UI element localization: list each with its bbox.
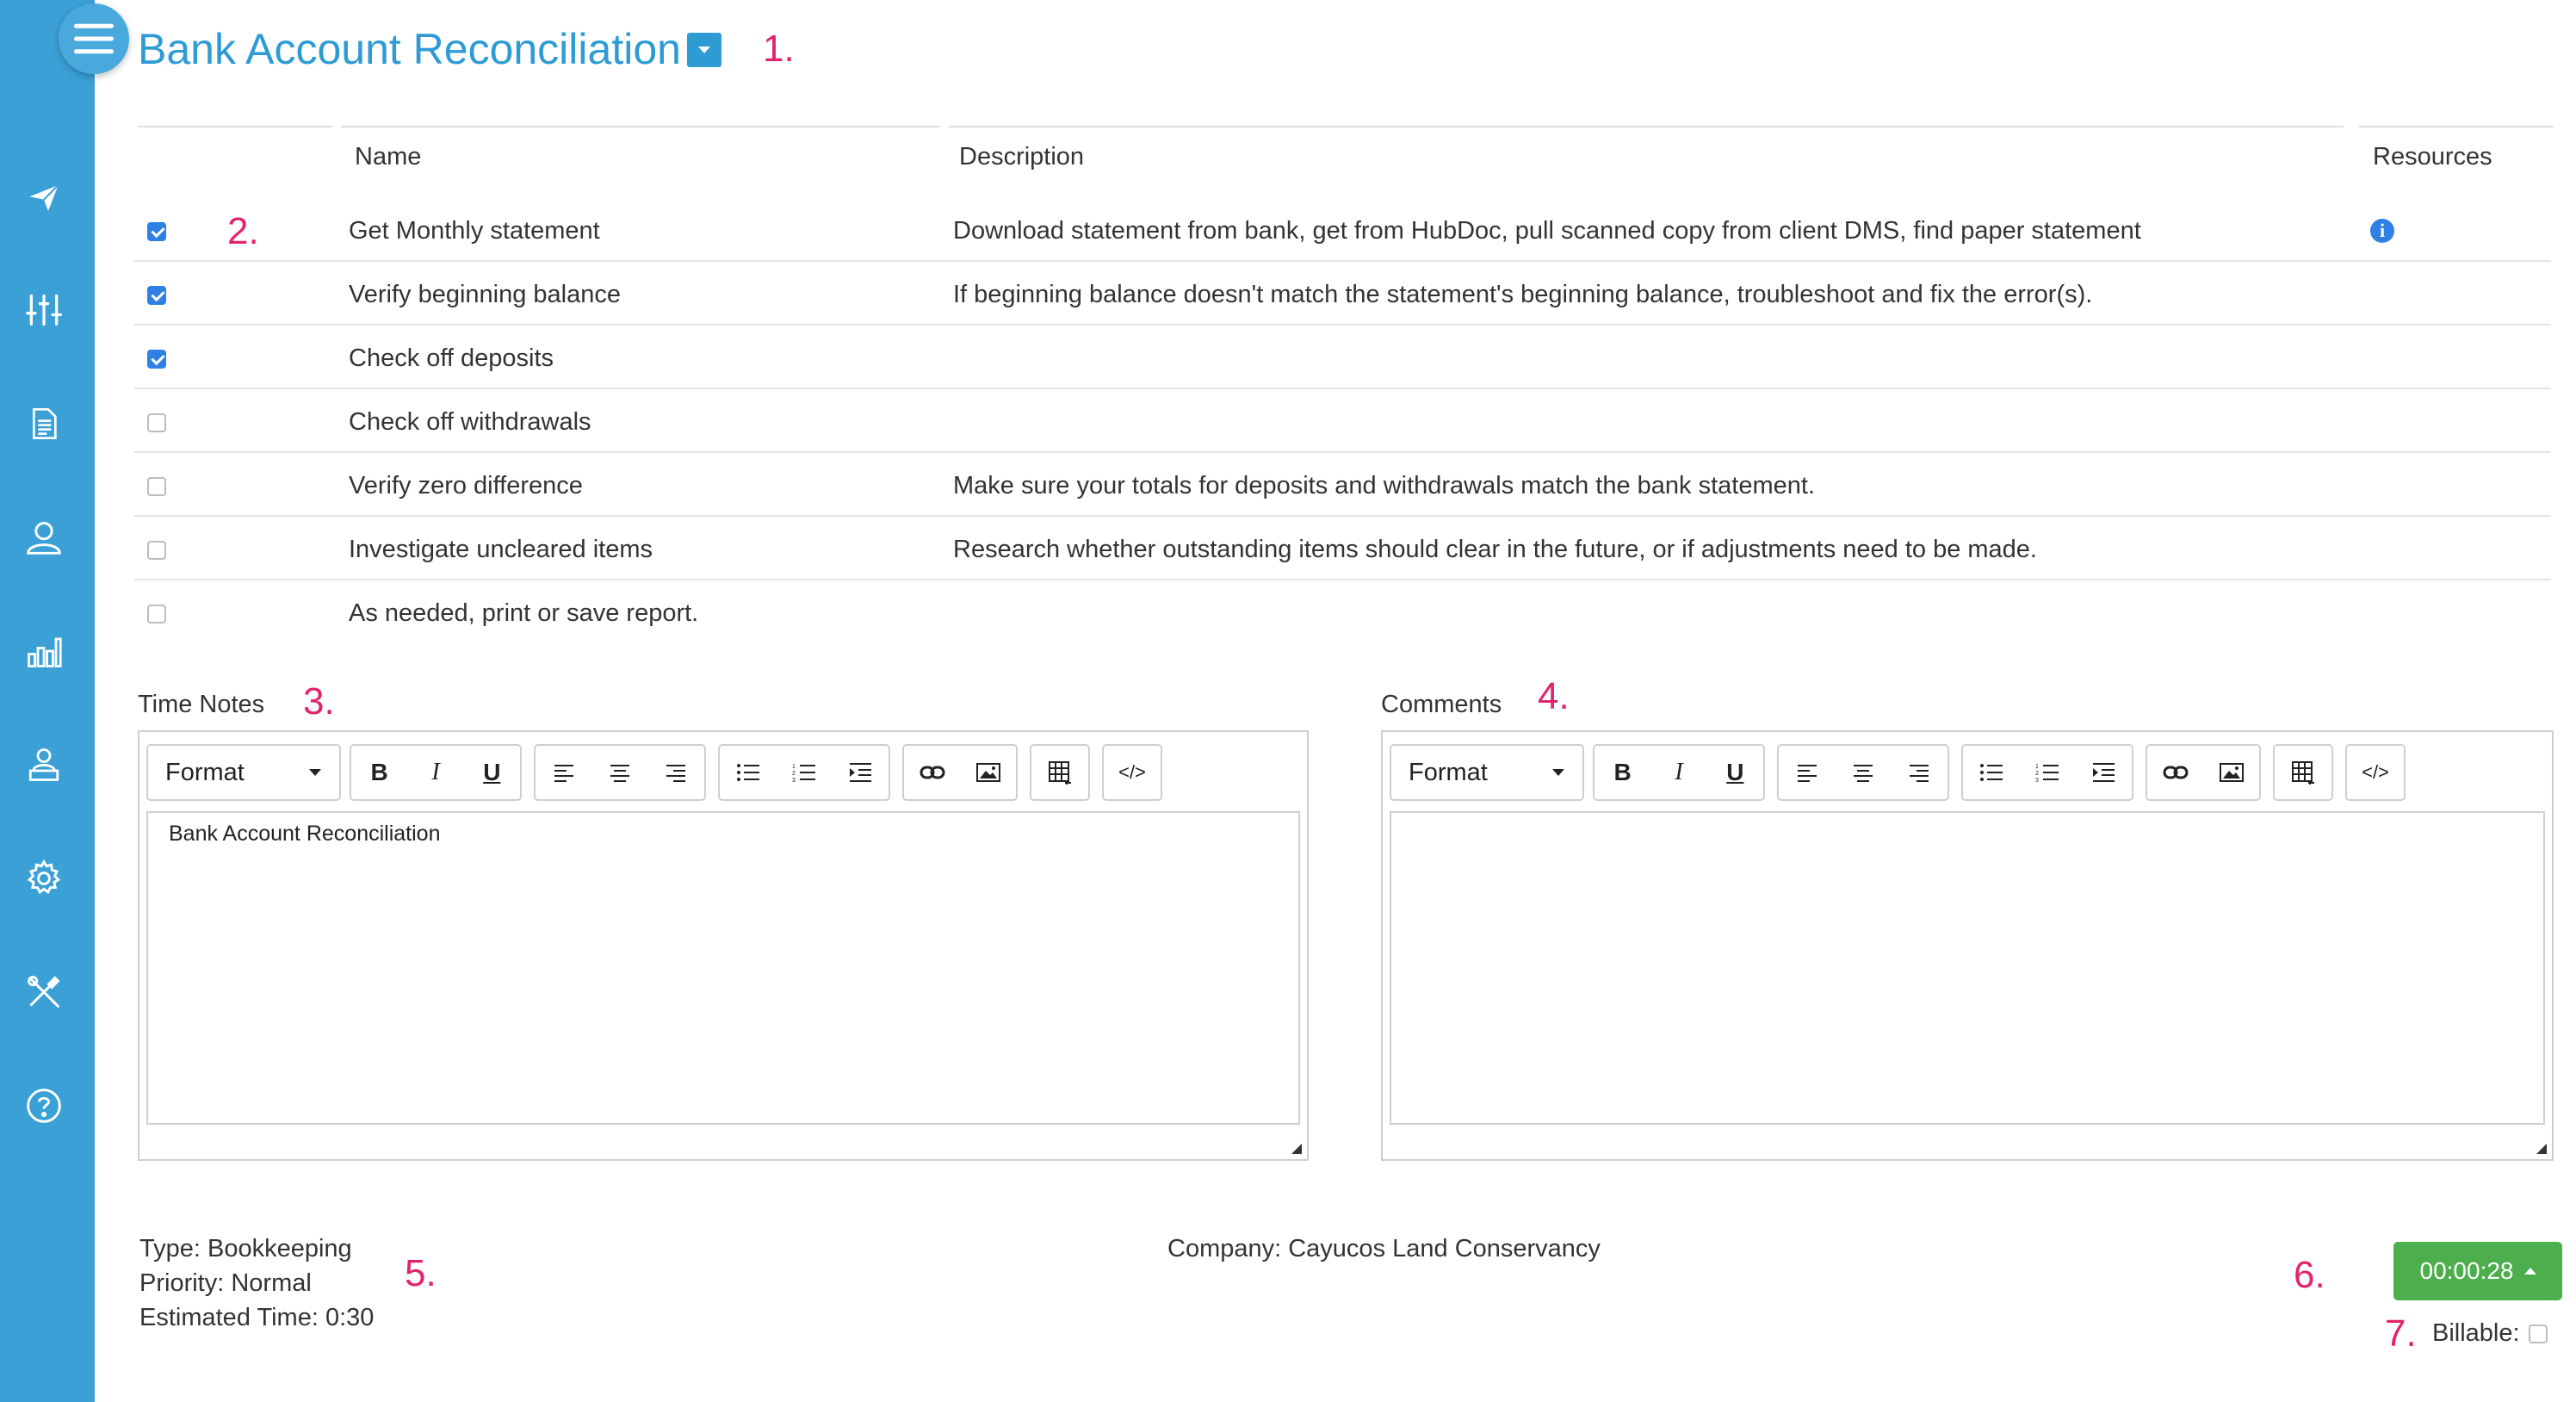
annotation-1: 1. xyxy=(763,28,795,70)
task-type xyxy=(139,1231,352,1266)
comments-content[interactable] xyxy=(1390,811,2545,1125)
task-checkbox[interactable] xyxy=(147,541,166,560)
user-icon[interactable] xyxy=(22,515,66,560)
bullet-list-icon xyxy=(736,762,760,783)
align-right-icon xyxy=(665,762,687,783)
image-button[interactable] xyxy=(2203,746,2259,799)
link-button[interactable] xyxy=(904,746,960,799)
image-button[interactable] xyxy=(960,746,1016,799)
chevron-down-icon xyxy=(697,45,712,55)
table-button[interactable] xyxy=(1031,746,1088,799)
title-dropdown-button[interactable] xyxy=(687,33,721,67)
timer-button[interactable] xyxy=(2393,1242,2562,1300)
format-label: Format xyxy=(165,758,245,786)
header-divider xyxy=(2359,126,2554,127)
page-title: Bank Account Reconciliation xyxy=(138,25,681,73)
align-right-button[interactable] xyxy=(1892,746,1947,799)
align-left-icon xyxy=(553,762,575,783)
annotation-7: 7. xyxy=(2385,1312,2417,1355)
image-icon xyxy=(976,762,1000,783)
underline-button[interactable]: U xyxy=(1726,759,1744,785)
task-description: Research whether outstanding items should clear in the future, or if adjustments need to be made. xyxy=(953,536,2037,563)
bar-chart-icon[interactable] xyxy=(22,629,66,673)
caret-up-icon xyxy=(2524,1268,2536,1275)
svg-text:3: 3 xyxy=(2034,778,2039,783)
link-icon xyxy=(920,764,945,781)
column-header-resources: Resources xyxy=(2373,143,2492,171)
link-icon xyxy=(2163,764,2189,781)
time-notes-label: Time Notes xyxy=(138,691,265,718)
table-row xyxy=(133,453,2551,517)
task-name: Verify beginning balance xyxy=(349,281,622,308)
align-left-button[interactable] xyxy=(1779,746,1835,799)
time-notes-content[interactable]: Bank Account Reconciliation xyxy=(146,811,1300,1125)
format-dropdown[interactable] xyxy=(1391,746,1582,799)
menu-toggle-button[interactable] xyxy=(59,3,129,74)
hamburger-icon xyxy=(74,22,114,56)
help-icon[interactable] xyxy=(22,1083,66,1128)
company-label: Company: xyxy=(1167,1235,1282,1262)
task-name: Check off withdrawals xyxy=(349,408,591,436)
task-description: Make sure your totals for deposits and withdrawals match the bank statement. xyxy=(953,472,1815,499)
task-checkbox[interactable] xyxy=(147,350,166,369)
table-icon xyxy=(2291,760,2315,785)
comments-editor xyxy=(1381,730,2554,1161)
align-center-icon xyxy=(1852,762,1874,783)
table-button[interactable] xyxy=(2275,746,2331,799)
format-label: Format xyxy=(1409,758,1488,786)
svg-text:2: 2 xyxy=(791,771,796,777)
resize-grip-icon[interactable] xyxy=(1291,1144,1302,1154)
billable-field xyxy=(2432,1319,2548,1348)
task-estimated-time xyxy=(139,1300,374,1335)
task-name: Investigate uncleared items xyxy=(349,536,653,563)
svg-text:3: 3 xyxy=(791,778,796,783)
bullet-list-button[interactable] xyxy=(1963,746,2019,799)
table-row xyxy=(133,580,2551,644)
task-name: Check off deposits xyxy=(349,344,554,372)
format-dropdown[interactable] xyxy=(148,746,339,799)
align-right-button[interactable] xyxy=(648,746,704,799)
gear-icon[interactable] xyxy=(22,856,66,901)
svg-text:1: 1 xyxy=(2034,764,2039,770)
header-divider xyxy=(949,126,2344,127)
type-value: Bookkeeping xyxy=(207,1235,352,1262)
source-code-button[interactable]: </> xyxy=(2362,761,2389,783)
info-icon[interactable]: i xyxy=(2370,219,2394,243)
priority-label: Priority: xyxy=(139,1269,225,1297)
document-icon[interactable] xyxy=(22,401,66,446)
numbered-list-button[interactable] xyxy=(2019,746,2075,799)
task-checkbox[interactable] xyxy=(147,286,166,305)
column-header-description: Description xyxy=(959,143,1085,171)
align-left-button[interactable] xyxy=(536,746,591,799)
align-right-icon xyxy=(1908,762,1930,783)
time-notes-editor xyxy=(138,730,1309,1161)
table-icon xyxy=(1048,760,1072,785)
bold-button[interactable]: B xyxy=(1613,759,1632,785)
task-checkbox[interactable] xyxy=(147,413,166,432)
header-divider xyxy=(138,126,332,127)
annotation-3: 3. xyxy=(303,680,335,723)
task-company xyxy=(1167,1231,1601,1266)
comments-label: Comments xyxy=(1381,691,1502,718)
estimate-label: Estimated Time: xyxy=(139,1304,319,1331)
numbered-list-icon xyxy=(2035,762,2059,783)
svg-text:2: 2 xyxy=(2034,771,2039,777)
italic-button[interactable]: I xyxy=(1675,759,1683,785)
caret-down-icon xyxy=(308,768,322,777)
timer-value: 00:00:28 xyxy=(2419,1257,2514,1284)
annotation-6: 6. xyxy=(2294,1254,2325,1296)
annotation-5: 5. xyxy=(405,1252,437,1294)
paper-plane-icon[interactable] xyxy=(22,176,66,220)
annotation-4: 4. xyxy=(1538,675,1570,717)
task-name: Verify zero difference xyxy=(349,472,583,499)
person-desk-icon[interactable] xyxy=(22,742,66,787)
table-row xyxy=(133,262,2551,326)
table-row xyxy=(133,389,2551,453)
source-code-button[interactable]: </> xyxy=(1118,761,1146,783)
indent-button[interactable] xyxy=(833,746,889,799)
annotation-2: 2. xyxy=(227,210,259,252)
task-name: Get Monthly statement xyxy=(349,217,600,245)
table-row xyxy=(133,198,2551,262)
table-row xyxy=(133,517,2551,580)
table-row xyxy=(133,326,2551,389)
numbered-list-button[interactable] xyxy=(776,746,832,799)
task-description: Download statement from bank, get from HubDoc, pull scanned copy from client DMS, find paper statement xyxy=(953,217,2141,245)
image-icon xyxy=(2220,762,2244,783)
task-description: If beginning balance doesn't match the statement's beginning balance, troubleshoot and fix the error(s). xyxy=(953,281,2093,308)
link-button[interactable] xyxy=(2147,746,2203,799)
task-priority xyxy=(139,1266,312,1300)
align-center-button[interactable] xyxy=(1835,746,1891,799)
billable-label: Billable: xyxy=(2432,1319,2520,1347)
bullet-list-button[interactable] xyxy=(720,746,776,799)
task-name: As needed, print or save report. xyxy=(349,599,699,627)
sliders-icon[interactable] xyxy=(22,288,66,332)
estimate-value: 0:30 xyxy=(325,1304,375,1331)
sidebar xyxy=(0,0,95,1402)
svg-text:1: 1 xyxy=(791,764,796,770)
underline-button[interactable]: U xyxy=(483,759,501,785)
tools-icon[interactable] xyxy=(22,970,66,1014)
task-checkbox[interactable] xyxy=(147,222,166,241)
billable-checkbox[interactable] xyxy=(2529,1324,2548,1343)
bold-button[interactable]: B xyxy=(370,759,388,785)
header-divider xyxy=(341,126,940,127)
priority-value: Normal xyxy=(231,1269,312,1297)
bullet-list-icon xyxy=(1979,762,2003,783)
company-value: Cayucos Land Conservancy xyxy=(1288,1235,1601,1262)
italic-button[interactable]: I xyxy=(431,759,440,785)
align-center-button[interactable] xyxy=(591,746,647,799)
type-label: Type: xyxy=(139,1235,201,1262)
indent-icon xyxy=(848,762,872,783)
indent-icon xyxy=(2091,762,2115,783)
resize-grip-icon[interactable] xyxy=(2536,1144,2547,1154)
caret-down-icon xyxy=(1551,768,1565,777)
numbered-list-icon xyxy=(792,762,816,783)
align-left-icon xyxy=(1796,762,1818,783)
align-center-icon xyxy=(609,762,631,783)
task-checkbox[interactable] xyxy=(147,477,166,496)
indent-button[interactable] xyxy=(2076,746,2132,799)
task-checkbox[interactable] xyxy=(147,605,166,623)
column-header-name: Name xyxy=(355,143,422,171)
